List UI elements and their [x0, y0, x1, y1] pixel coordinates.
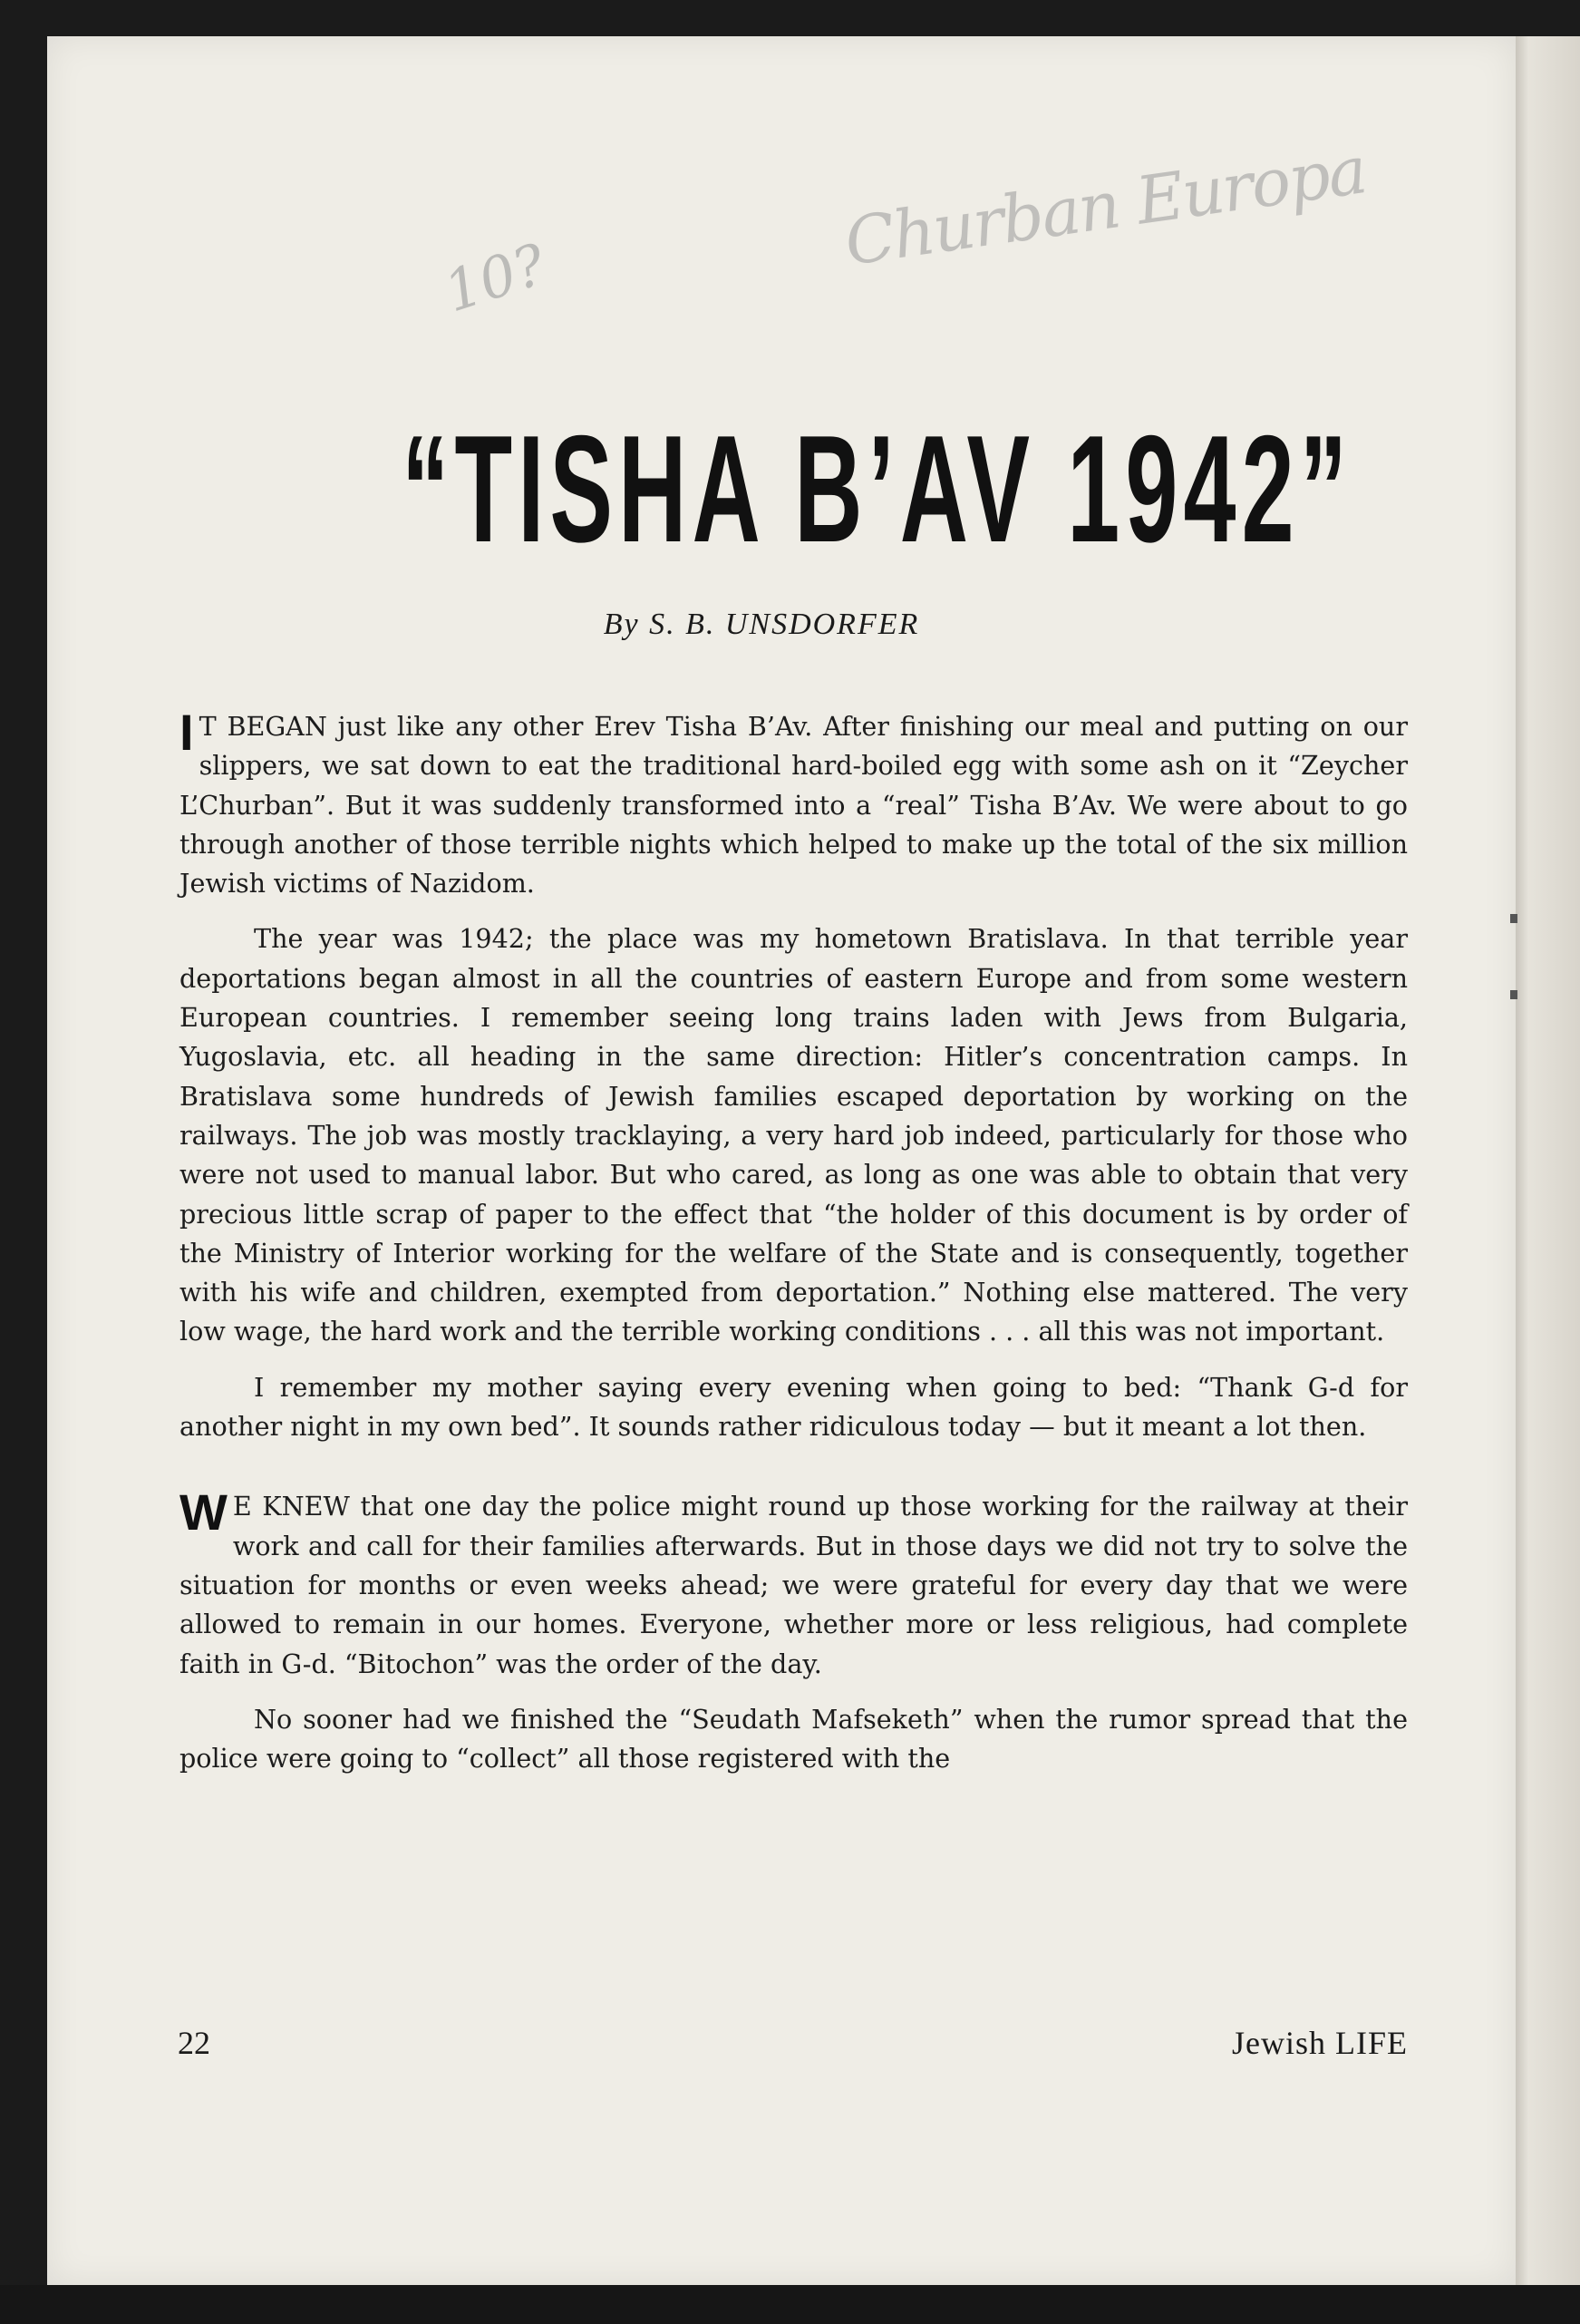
- article-byline: By S. B. UNSDORFER: [603, 608, 920, 641]
- paragraph-1-text: T BEGAN just like any other Erev Tisha B’Av. After finishing our meal and putting on our slippers, we sat down to eat the traditional hard-boiled egg with some ash on it “Zeycher L’Churban”. But it was suddenly transformed into a “real” Tisha B’Av. We were about to go through another of those terrible nights which helped to make up the total of the six million Jewish victims of Nazidom.: [179, 711, 1408, 899]
- paragraph-3: I remember my mother saying every evening when going to bed: “Thank G-d for another night in my own bed”. It sounds rather ridiculous today — but it meant a lot then.: [179, 1371, 1408, 1443]
- paragraph-1: [179, 704, 1408, 903]
- paragraph-4: [179, 1483, 1408, 1683]
- scan-background: [0, 2285, 1580, 2324]
- paragraph-2: The year was 1942; the place was my hometown Bratislava. In that terrible year deportations began almost in all the countries of eastern Europe and from some western European countries. I remember seeing long trains laden with Jews from Bulgaria, Yugoslavia, etc. all heading in the same direction: Hitler’s concentration camps. In Bratislava some hundreds of Jewish families escaped deportation by working on the railways. The job was mostly tracklaying, a very hard job indeed, particularly for those who were not used to manual labor. But who cared, as long as one was able to obtain that very precious little scrap of paper to the effect that “the holder of this document is by order of the Ministry of Interior working for the welfare of the State and is consequently, together with his wife and children, exempted from deportation.” Nothing else mattered. The very low wage, the hard work and the terrible working conditions . . . all this was not important.: [179, 923, 1408, 1347]
- journal-name: Jewish LIFE: [1232, 2025, 1408, 2061]
- paragraph-5: No sooner had we finished the “Seudath Mafseketh” when the rumor spread that the police were going to “collect” all those registered with the: [179, 1703, 1408, 1775]
- binding-staple-bottom: [1510, 990, 1517, 999]
- paragraph-4-text: E KNEW that one day the police might round up those working for the railway at their work and call for their families afterwards. But in those days we did not try to solve the situation for months or even weeks ahead; we were grateful for every day that we were allowed to remain in our homes. Everyone, whether more or less religious, had complete faith in G-d. “Bitochon” was the order of the day.: [179, 1491, 1408, 1679]
- facing-page-gutter: [1516, 36, 1580, 2285]
- binding-staple-top: [1510, 914, 1517, 923]
- handwritten-note-left: 10?: [436, 230, 554, 326]
- article-body: [179, 704, 1408, 1778]
- dropcap-i: I: [179, 704, 194, 761]
- article-title: “TISHA B’AV 1942”: [402, 404, 1353, 574]
- handwritten-note-top: Churban Europa: [839, 131, 1371, 280]
- dropcap-w: W: [179, 1483, 228, 1541]
- page-number: 22: [178, 2025, 210, 2061]
